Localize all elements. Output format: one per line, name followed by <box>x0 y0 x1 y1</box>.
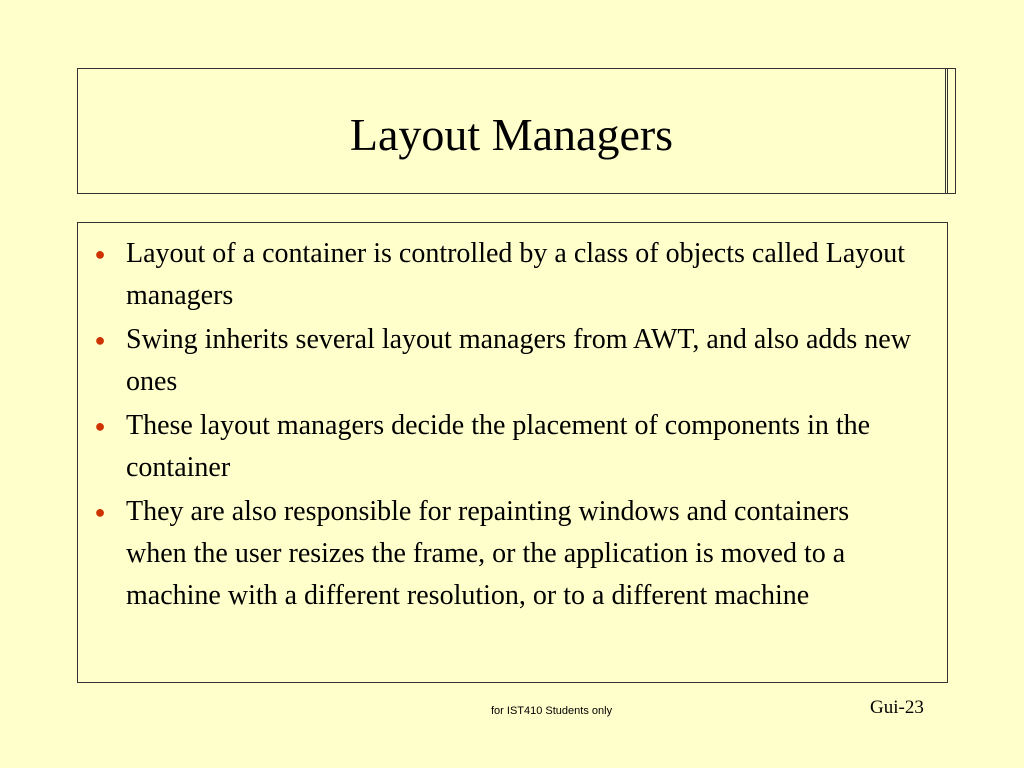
bullet-item <box>94 405 916 489</box>
bullet-text: Swing inherits several layout managers from AWT, and also adds new ones <box>126 324 911 397</box>
bullet-text: They are also responsible for repainting windows and containers when the user resizes the frame, or the application is moved to a machine with a different resolution, or to a different machine <box>126 496 850 611</box>
slide-title: Layout Managers <box>349 109 674 160</box>
title-box-shadow-inner <box>947 68 948 194</box>
bullet-text: Layout of a container is controlled by a class of objects called Layout managers <box>126 238 906 311</box>
bullet-dot-icon: ● <box>94 244 106 264</box>
bullet-item <box>94 233 916 317</box>
bullet-text: These layout managers decide the placement of components in the container <box>126 410 871 483</box>
bullet-dot-icon: ● <box>94 416 106 436</box>
bullet-item <box>94 319 916 403</box>
footer-note: for IST410 Students only <box>491 705 613 717</box>
title-box-shadow-bottom <box>946 193 956 194</box>
content-box <box>77 222 948 683</box>
title-box-shadow-outer <box>955 68 956 194</box>
bullet-dot-icon: ● <box>94 330 106 350</box>
bullet-dot-icon: ● <box>94 502 106 522</box>
title-box <box>77 68 946 194</box>
bullet-item <box>94 491 916 617</box>
bullet-list <box>94 233 916 619</box>
page-label: Gui-23 <box>870 697 924 718</box>
